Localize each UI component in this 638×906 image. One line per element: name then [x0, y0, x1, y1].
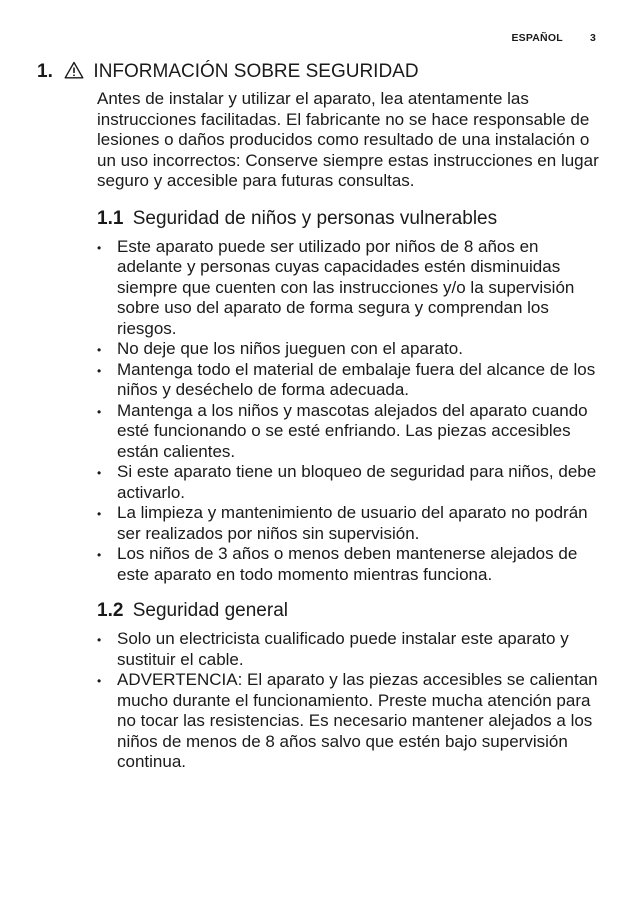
subsection-number: 1.1	[97, 207, 124, 229]
bullet-list-general-safety	[97, 629, 602, 773]
section-heading	[37, 60, 617, 84]
bullet-icon: •	[97, 363, 102, 378]
warning-triangle-icon	[64, 61, 84, 79]
list-item-text: Los niños de 3 años o menos deben mantenerse alejados de este aparato en todo momento mientras funciona.	[117, 544, 578, 584]
bullet-icon: •	[97, 548, 102, 562]
subsection-title: Seguridad general	[132, 600, 288, 621]
subsection-heading-1-1	[97, 207, 602, 231]
list-item-text: No deje que los niños jueguen con el aparato.	[117, 339, 463, 358]
subsection-number: 1.2	[97, 600, 124, 621]
list-item	[97, 503, 602, 544]
list-item	[97, 237, 602, 340]
intro-paragraph: Antes de instalar y utilizar el aparato, lea atentamente las instrucciones facilitadas. El fabricante no se hace responsable de lesiones o daños producidos como resultado de una instalación o un uso incorrectos: Conserve siempre estas instrucciones en lugar seguro y accesible para futuras consultas.	[97, 89, 599, 190]
list-item	[97, 629, 602, 670]
bullet-icon: •	[97, 240, 102, 255]
bullet-icon: •	[97, 674, 102, 688]
list-item	[97, 401, 602, 463]
bullet-icon: •	[97, 343, 102, 357]
list-item-text: Este aparato puede ser utilizado por niños de 8 años en adelante y personas cuyas capacidades estén disminuidas siempre que cuenten con las instrucciones y/o la supervisión sobre uso del aparato de forma segura y comprendan los riesgos.	[117, 236, 575, 338]
section-title: INFORMACIÓN SOBRE SEGURIDAD	[93, 61, 419, 82]
bullet-icon: •	[97, 466, 102, 480]
bullet-list-children-safety	[97, 237, 602, 586]
list-item-text: Solo un electricista cualificado puede instalar este aparato y sustituir el cable.	[117, 629, 569, 669]
list-item	[97, 544, 602, 585]
page-content	[97, 89, 602, 787]
subsection-heading-1-2	[97, 599, 602, 623]
list-item-text: Mantenga a los niños y mascotas alejados del aparato cuando esté funcionando o se esté enfriando. Las piezas accesibles están calientes.	[117, 400, 588, 461]
header-language: ESPAÑOL	[511, 32, 563, 44]
list-item-text: ADVERTENCIA: El aparato y las piezas accesibles se calientan mucho durante el funcionamiento. Preste mucha atención para no tocar las resistencias. Es necesario mantener alejados a los niños de menos de 8 años salvo que estén bajo supervisión continua.	[117, 670, 598, 771]
list-item-text: Si este aparato tiene un bloqueo de seguridad para niños, debe activarlo.	[117, 462, 597, 502]
list-item-text: La limpieza y mantenimiento de usuario del aparato no podrán ser realizados por niños sin supervisión.	[117, 503, 588, 543]
list-item	[97, 670, 602, 773]
page-number: 3	[589, 32, 596, 44]
list-item-text: Mantenga todo el material de embalaje fuera del alcance de los niños y deséchelo de forma adecuada.	[117, 359, 596, 399]
list-item	[97, 360, 602, 401]
subsection-title: Seguridad de niños y personas vulnerables	[132, 207, 498, 229]
list-item	[97, 339, 602, 360]
bullet-icon: •	[97, 507, 102, 521]
bullet-icon: •	[97, 404, 102, 419]
bullet-icon: •	[97, 633, 102, 647]
list-item	[97, 462, 602, 503]
page-header	[511, 32, 596, 44]
section-number: 1.	[37, 61, 53, 82]
